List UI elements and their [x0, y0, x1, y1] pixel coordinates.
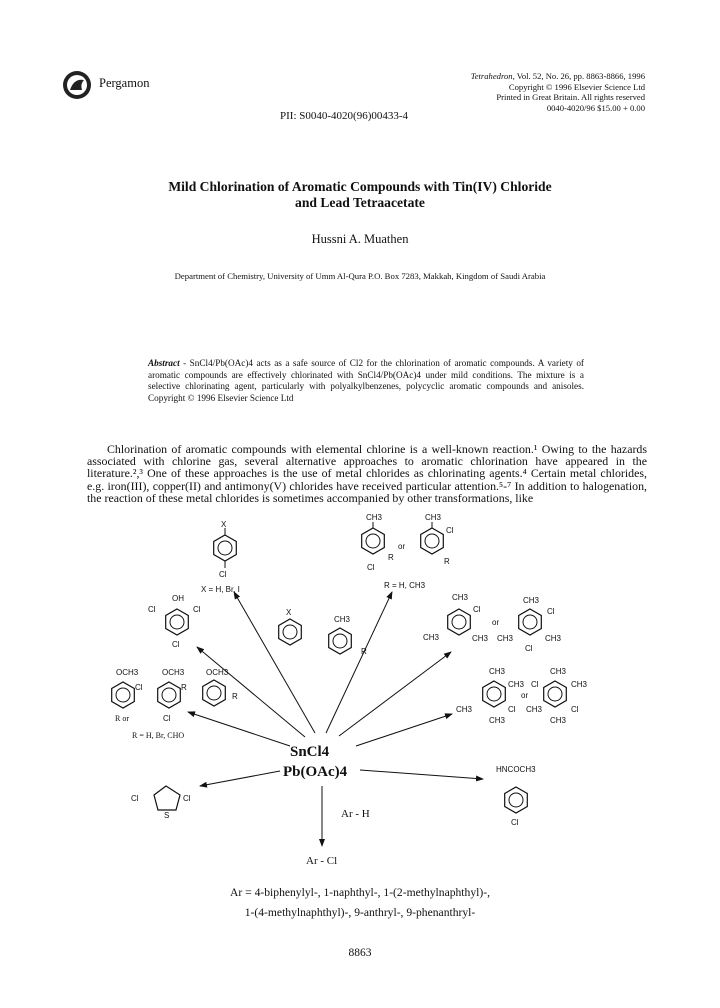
label-x: X [221, 520, 227, 529]
label-cl: Cl [547, 607, 555, 616]
label-or: or [398, 542, 406, 551]
label-cl: Cl [367, 563, 375, 572]
product-chloroanisoles [112, 668, 238, 740]
r-definition-2: R = H, Br, CHO [132, 731, 185, 740]
abstract-label: Abstract [148, 358, 180, 368]
label-ch3: CH3 [334, 615, 351, 624]
affiliation: Department of Chemistry, University of Umm Al-Qura P.O. Box 7283, Makkah, Kingdom of Saudi Arabia [174, 271, 546, 281]
product-trichlorophenol [148, 594, 201, 649]
label-ch3: CH3 [472, 634, 489, 643]
copyright-line: Copyright © 1996 Elsevier Science Ltd [508, 81, 645, 92]
title-line-1: Mild Chlorination of Aromatic Compounds with Tin(IV) Chloride [168, 179, 552, 194]
citation: Vol. 52, No. 26, pp. 8863-8866, 1996 [514, 71, 645, 81]
label-ch3: CH3 [452, 593, 469, 602]
label-ch3: CH3 [526, 705, 543, 714]
label-r: R [181, 683, 187, 692]
label-ch3: CH3 [545, 634, 562, 643]
label-ch3: CH3 [523, 596, 540, 605]
label-cl: Cl [183, 794, 191, 803]
ar-definition-line-2: 1-(4-methylnaphthyl)-, 9-anthryl-, 9-phenanthryl- [244, 906, 476, 919]
ar-h-label: Ar - H [341, 808, 370, 820]
label-ch3: CH3 [550, 667, 567, 676]
label-cl: Cl [571, 705, 579, 714]
label-och3: OCH3 [206, 668, 229, 677]
label-och3: OCH3 [116, 668, 139, 677]
label-cl: Cl [473, 605, 481, 614]
product-4-x-chlorobenzene [201, 520, 240, 594]
label-cl: Cl [131, 794, 139, 803]
label-ch3: CH3 [550, 716, 567, 725]
title-line-2: and Lead Tetraacetate [295, 195, 425, 210]
label-r: R [444, 557, 450, 566]
pii: PII: S0040-4020(96)00433-4 [280, 110, 409, 122]
label-r: R [232, 692, 238, 701]
substrate-toluene [329, 615, 367, 656]
author: Hussni A. Muathen [311, 232, 409, 246]
label-ch3: CH3 [489, 667, 506, 676]
abstract-text: - SnCl4/Pb(OAc)4 acts as a safe source of Cl2 for the chlorination of aromatic compounds. A variety of aromatic compounds are effectively chlorinated with SnCl4/Pb(OAc)4 under mild conditions. The mixture is a selective chlorinating agent, particularly with polyalkylbenzenes, polycyclic aromatic compounds and anisoles. Copyright © 1996 Elsevier Science Ltd [148, 358, 584, 403]
publisher-name: Pergamon [99, 76, 150, 90]
product-chloroacetanilide [496, 765, 536, 827]
ar-cl-label: Ar - Cl [306, 855, 338, 867]
rights-line: Printed in Great Britain. All rights reserved [496, 92, 645, 103]
label-ch3: CH3 [425, 513, 442, 522]
x-definition: X = H, Br, I [201, 585, 240, 594]
label-cl: Cl [531, 680, 539, 689]
product-chloro-polymethylbenzenes [423, 593, 562, 653]
label-or: or [521, 691, 529, 700]
reagent-sncl4: SnCl4 [290, 744, 330, 760]
label-s: S [164, 811, 170, 820]
label-cl: Cl [446, 526, 454, 535]
label-ch3: CH3 [489, 716, 506, 725]
reagent-pboac4: Pb(OAc)4 [283, 764, 348, 780]
substrate-halobenzene [279, 608, 302, 645]
product-chloro-durenes [456, 667, 588, 725]
label-cl: Cl [163, 714, 171, 723]
label-or: or [492, 618, 500, 627]
label-och3: OCH3 [162, 668, 185, 677]
product-dichlorothiophene [131, 786, 191, 820]
product-chlorotoluenes [362, 513, 454, 590]
label-cl: Cl [172, 640, 180, 649]
label-r: R [361, 647, 367, 656]
label-r: R [388, 553, 394, 562]
label-ch3: CH3 [571, 680, 588, 689]
label-hncoch3: HNCOCH3 [496, 765, 536, 774]
label-ch3: CH3 [366, 513, 383, 522]
label-oh: OH [172, 594, 184, 603]
paragraph: Chlorination of aromatic compounds with elemental chlorine is a well-known reaction.¹ Owing to the hazards associated with chlorine gas, several alternative approaches to aromatic chlorination have appeared in the literature.²,³ One of these approaches is the use of metal chlorides as chlorinating agents.⁴ Certain metal chlorides, e.g. iron(III), copper(II) and antimony(V) chlorides have received particular attention.⁵-⁷ In addition to halogenation, the reaction of these metal chlorides is sometimes accompanied by other transformations, like [87, 442, 647, 505]
r-definition-1: R = H, CH3 [384, 581, 426, 590]
label-cl: Cl [525, 644, 533, 653]
label-x: X [286, 608, 292, 617]
page-number: 8863 [348, 947, 372, 959]
label-cl: Cl [193, 605, 201, 614]
ar-definition-line-1: Ar = 4-biphenylyl-, 1-naphthyl-, 1-(2-methylnaphthyl)-, [230, 886, 490, 899]
journal-name: Tetrahedron, [470, 71, 515, 81]
label-ch3: CH3 [508, 680, 525, 689]
label-cl: Cl [135, 683, 143, 692]
label-r-or: R or [115, 714, 129, 723]
label-ch3: CH3 [456, 705, 473, 714]
label-ch3: CH3 [497, 634, 514, 643]
label-cl: Cl [508, 705, 516, 714]
label-ch3: CH3 [423, 633, 440, 642]
label-cl: Cl [219, 570, 227, 579]
price-line: 0040-4020/96 $15.00 + 0.00 [546, 102, 645, 113]
label-cl: Cl [148, 605, 156, 614]
label-cl: Cl [511, 818, 519, 827]
